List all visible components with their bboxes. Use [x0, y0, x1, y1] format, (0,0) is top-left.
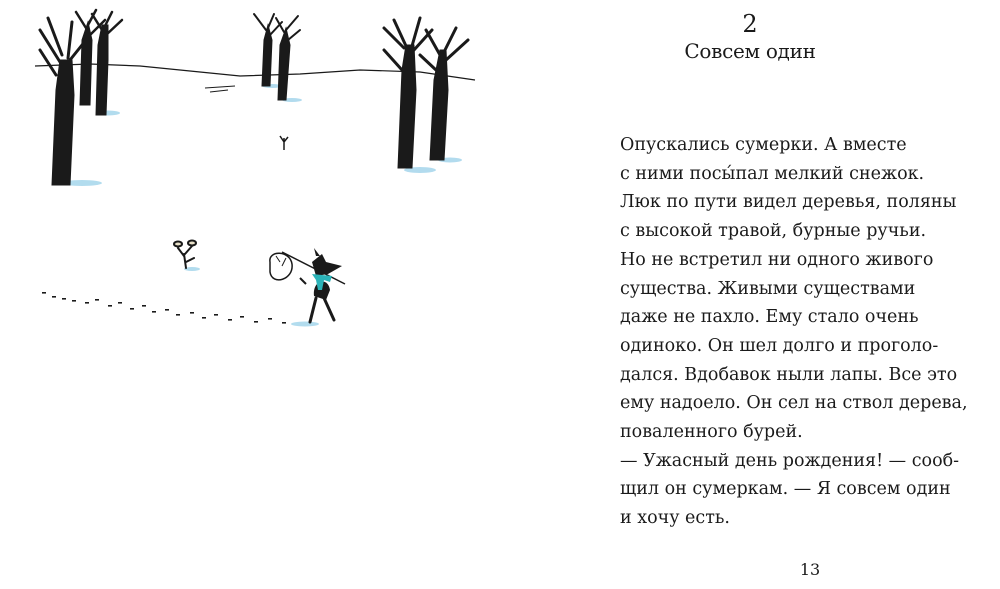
sapling	[174, 241, 196, 269]
winter-illustration	[0, 0, 500, 585]
winter-scene-svg	[0, 0, 500, 585]
text-line: ему надоело. Он сел на ствол дерева,	[620, 393, 968, 414]
text-line: Люк по пути видел деревья, поляны	[620, 192, 957, 213]
page-number: 13	[799, 560, 821, 579]
chapter-title: Совсем один	[684, 39, 816, 63]
chapter-number: 2	[742, 10, 758, 38]
text-line: и хочу есть.	[620, 508, 730, 529]
bindle-bag	[270, 253, 292, 280]
tree-group-left	[40, 10, 122, 185]
snow-drift-marks	[205, 86, 235, 92]
wolf-legs	[310, 298, 334, 322]
text-line: одиноко. Он шел долго и проголо-	[620, 335, 939, 356]
wolf-character	[270, 248, 345, 322]
text-line: с ними посы́пал мелкий снежок.	[620, 163, 925, 184]
text-line: даже не пахло. Ему стало очень	[620, 307, 919, 328]
text-line: щил он сумеркам. — Я совсем один	[620, 479, 951, 500]
wolf-head	[312, 254, 342, 276]
footprints	[42, 292, 286, 324]
chapter-body-text	[620, 131, 990, 533]
text-line: поваленного бурей.	[620, 422, 803, 443]
tree-trunk	[52, 60, 74, 185]
text-line: Но не встретил ни одного живого	[620, 249, 934, 270]
text-page	[560, 0, 1000, 585]
text-line: дался. Вдобавок ныли лапы. Все это	[620, 364, 958, 385]
small-sprout	[280, 136, 288, 150]
text-line: Опускались сумерки. А вместе	[620, 135, 907, 155]
text-line: — Ужасный день рождения! — сооб-	[620, 450, 960, 471]
tree-group-right	[384, 18, 468, 168]
text-line: с высокой травой, бурные ручьи.	[620, 221, 927, 242]
text-line: существа. Живыми существами	[620, 278, 916, 299]
